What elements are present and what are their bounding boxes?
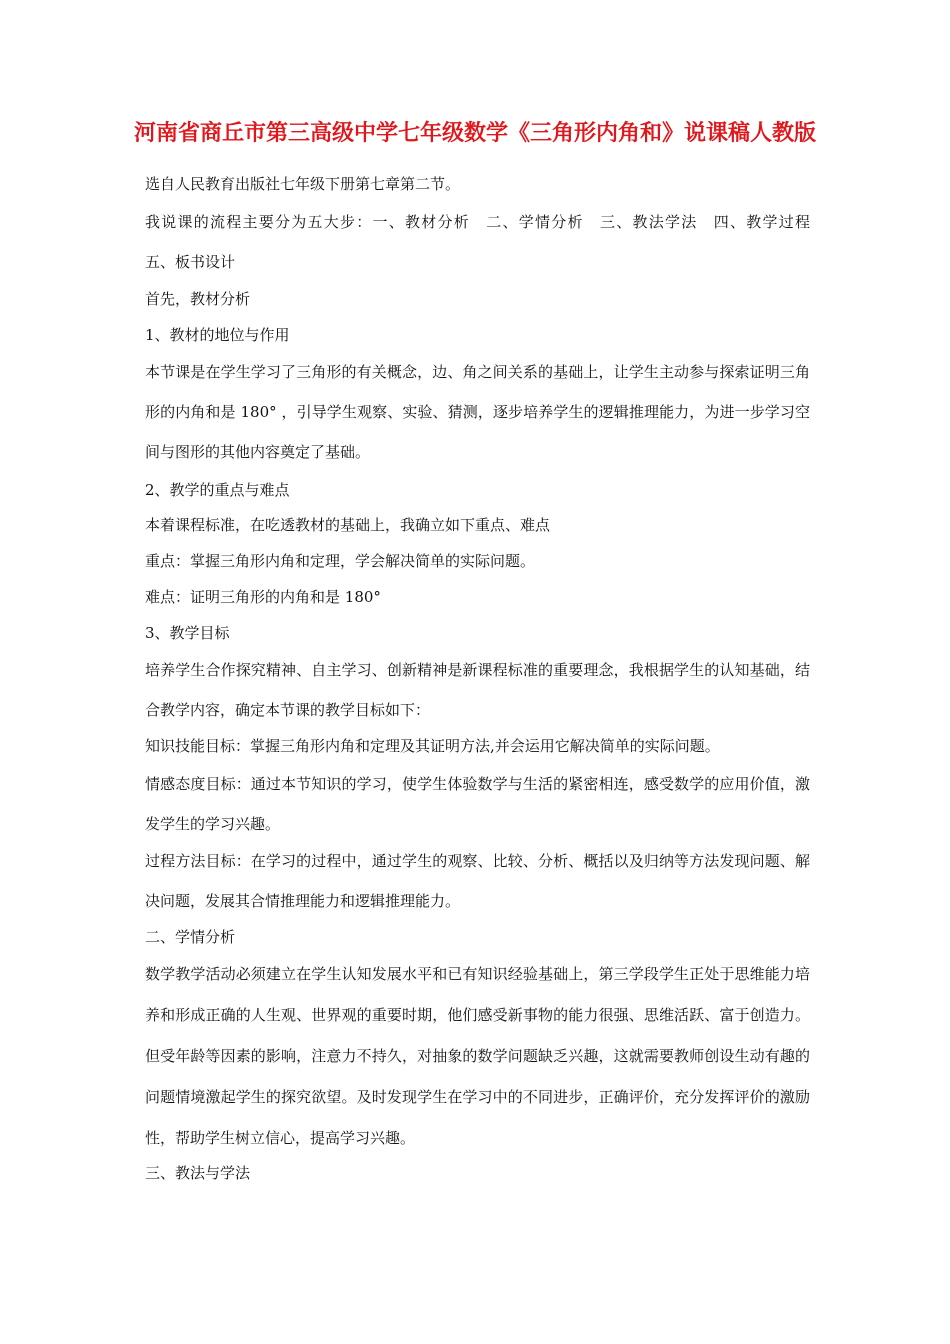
body-paragraph: 数学教学活动必须建立在学生认知发展水平和已有知识经验基础上，第三学段学生正处于思维能力培养和形成正确的人生观、世界观的重要时期，他们感受新事物的能力很强、思维活跃、富于创造力。但受年龄等因素的影响，注意力不持久，对抽象的数学问题缺乏兴趣，这就需要教师创设生动有趣的问题情境激起学生的探究欲望。及时发现学生在学习中的不同进步，正确评价，充分发挥评价的激励性，帮助学生树立信心，提高学习兴趣。 bbox=[145, 965, 810, 1147]
section-heading: 二、学情分析 bbox=[145, 928, 236, 946]
difficulty-paragraph: 难点：证明三角形的内角和是 180° bbox=[145, 588, 381, 606]
objective-paragraph: 情感态度目标：通过本节知识的学习，使学生体验数学与生活的紧密相连，感受数学的应用价值，激发学生的学习兴趣。 bbox=[145, 775, 810, 833]
section-heading: 首先，教材分析 bbox=[145, 290, 251, 308]
subsection-heading: 1、教材的地位与作用 bbox=[145, 326, 290, 344]
source-paragraph: 选自人民教育出版社七年级下册第七章第二节。 bbox=[145, 175, 461, 193]
body-paragraph: 本着课程标准，在吃透教材的基础上，我确立如下重点、难点 bbox=[145, 516, 551, 534]
objective-paragraph: 过程方法目标：在学习的过程中，通过学生的观察、比较、分析、概括以及归纳等方法发现问题、解决问题，发展其合情推理能力和逻辑推理能力。 bbox=[145, 852, 810, 910]
key-point-paragraph: 重点：掌握三角形内角和定理，学会解决简单的实际问题。 bbox=[145, 552, 536, 570]
subsection-heading: 3、教学目标 bbox=[145, 624, 230, 642]
document-title: 河南省商丘市第三高级中学七年级数学《三角形内角和》说课稿人教版 bbox=[133, 121, 816, 146]
objective-paragraph: 知识技能目标：掌握三角形内角和定理及其证明方法,并会运用它解决简单的实际问题。 bbox=[145, 737, 720, 755]
section-heading: 三、教法与学法 bbox=[145, 1164, 251, 1182]
outline-paragraph: 我说课的流程主要分为五大步：一、教材分析 二、学情分析 三、教法学法 四、教学过程 五、板书设计 bbox=[145, 213, 841, 271]
body-paragraph: 本节课是在学生学习了三角形的有关概念，边、角之间关系的基础上，让学生主动参与探索证明三角形的内角和是 180° ，引导学生观察、实验、猜测，逐步培养学生的逻辑推理能力，为进一步学习空间与图形的其他内容奠定了基础。 bbox=[145, 363, 810, 461]
body-paragraph: 培养学生合作探究精神、自主学习、创新精神是新课程标准的重要理念，我根据学生的认知基础，结合教学内容，确定本节课的教学目标如下： bbox=[145, 661, 810, 719]
subsection-heading: 2、教学的重点与难点 bbox=[145, 481, 290, 499]
